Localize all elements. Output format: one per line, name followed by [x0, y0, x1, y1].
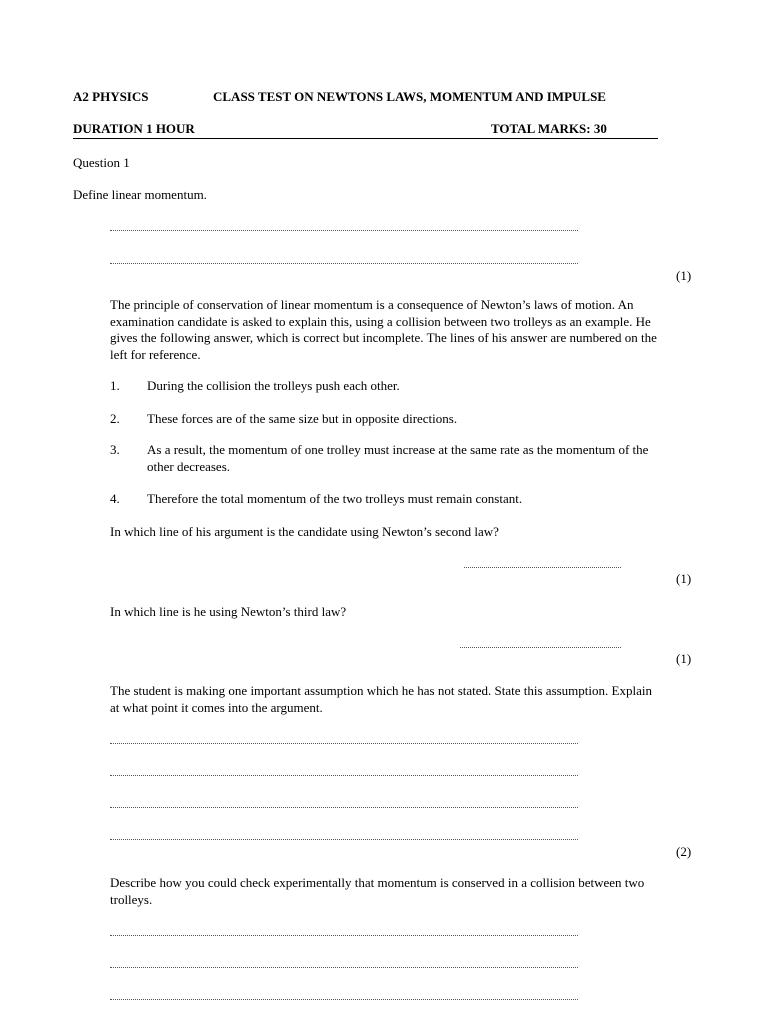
define-prompt: Define linear momentum. — [73, 187, 207, 202]
answer-line[interactable] — [110, 263, 578, 264]
line-number: 1. — [110, 378, 120, 393]
test-title: CLASS TEST ON NEWTONS LAWS, MOMENTUM AND IMPULSE — [213, 89, 606, 104]
line-text: As a result, the momentum of one trolley must increase at the same rate as the momentum of the other decreases. — [147, 442, 649, 474]
line-text: These forces are of the same size but in opposite directions. — [147, 411, 458, 426]
mark-allocation: (1) — [676, 571, 692, 586]
assumption-question: The student is making one important assumption which he has not stated. State this assumption. Explain at what point it comes into the argument. — [110, 683, 652, 715]
experiment-question: Describe how you could check experimentally that momentum is conserved in a collision between two trolleys. — [110, 875, 645, 907]
header-divider — [73, 138, 658, 139]
mark-allocation: (1) — [676, 268, 692, 283]
line-text: Therefore the total momentum of the two trolleys must remain constant. — [147, 491, 523, 506]
line-number: 3. — [110, 442, 120, 457]
third-law-question: In which line is he using Newton’s third law? — [110, 604, 347, 619]
answer-line[interactable] — [110, 743, 578, 744]
answer-line[interactable] — [110, 839, 578, 840]
mark-allocation: (2) — [676, 844, 692, 859]
short-answer-line[interactable] — [464, 567, 621, 568]
short-answer-line[interactable] — [460, 647, 621, 648]
line-text: During the collision the trolleys push each other. — [147, 378, 400, 393]
intro-paragraph: The principle of conservation of linear momentum is a consequence of Newton’s laws of motion. An examination candidate is asked to explain this, using a collision between two trolleys as an example. He gives the following answer, which is correct but incomplete. The lines of his answer are numbered on the left for reference. — [110, 297, 657, 362]
answer-line[interactable] — [110, 935, 578, 936]
mark-allocation: (1) — [676, 651, 692, 666]
second-law-question: In which line of his argument is the candidate using Newton’s second law? — [110, 524, 499, 539]
answer-line[interactable] — [110, 999, 578, 1000]
line-number: 2. — [110, 411, 120, 426]
duration-label: DURATION 1 HOUR — [73, 121, 195, 136]
answer-line[interactable] — [110, 967, 578, 968]
answer-line[interactable] — [110, 230, 578, 231]
answer-line[interactable] — [110, 775, 578, 776]
line-number: 4. — [110, 491, 120, 506]
total-marks-label: TOTAL MARKS: 30 — [491, 121, 607, 136]
answer-line[interactable] — [110, 807, 578, 808]
subject-label: A2 PHYSICS — [73, 89, 149, 104]
question-label: Question 1 — [73, 155, 130, 170]
